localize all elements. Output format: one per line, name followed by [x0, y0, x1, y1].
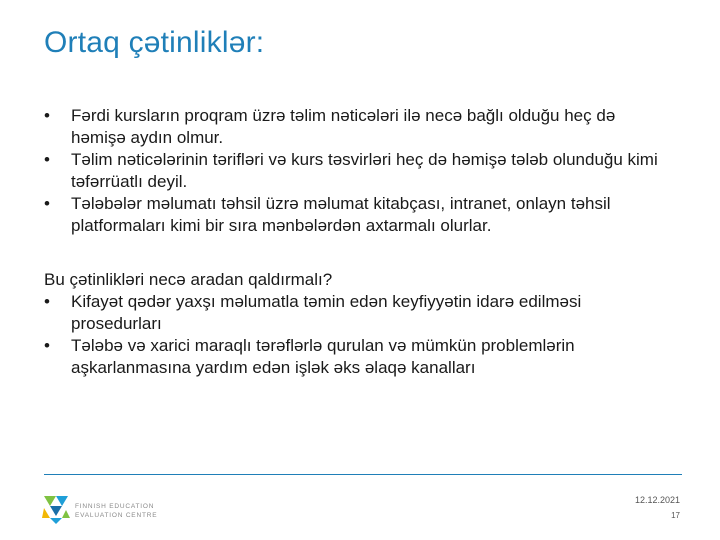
footer-divider	[44, 474, 682, 475]
slide-title: Ortaq çətinliklər:	[44, 26, 265, 59]
list-item: • Tələbə və xarici maraqlı tərəflərlə qurulan və mümkün problemlərin aşkarlanmasına yardım edən işlək əks əlaqə kanalları	[44, 335, 674, 379]
list-item: • Fərdi kursların proqram üzrə təlim nəticələri ilə necə bağlı olduğu heç də həmişə aydın olmur.	[44, 105, 674, 149]
list-item: • Tələbələr məlumatı təhsil üzrə məlumat kitabçası, intranet, onlayn təhsil platformaları kimi bir sıra mənbələrdən axtarmalı olurlar.	[44, 193, 674, 237]
footer-date: 12.12.2021	[634, 495, 680, 505]
finnish-education-logo	[40, 492, 170, 528]
challenges-list	[44, 105, 674, 237]
logo-line-1: FINNISH EDUCATION	[75, 503, 155, 510]
solutions-list	[44, 291, 674, 379]
logo-line-2: EVALUATION CENTRE	[75, 512, 158, 519]
slide-body	[44, 105, 674, 379]
page-number: 17	[671, 511, 680, 520]
solutions-heading: Bu çətinlikləri necə aradan qaldırmalı?	[44, 270, 333, 289]
list-item: • Kifayət qədər yaxşı məlumatla təmin edən keyfiyyətin idarə edilməsi prosedurları	[44, 291, 674, 335]
logo-mark-icon	[40, 492, 72, 526]
list-item: • Təlim nəticələrinin tərifləri və kurs təsvirləri heç də həmişə tələb olunduğu kimi təfərrüatlı deyil.	[44, 149, 674, 193]
logo-text	[75, 502, 157, 520]
